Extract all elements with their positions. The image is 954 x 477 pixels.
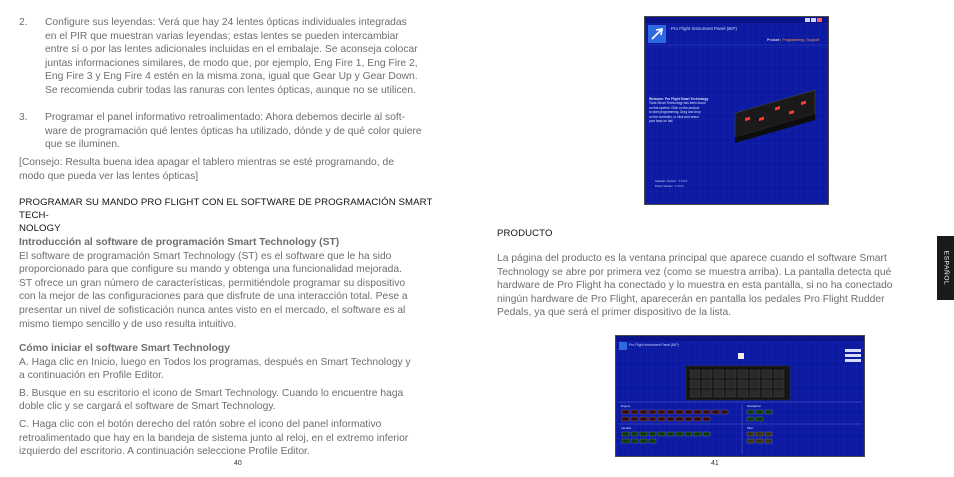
intro-section — [19, 236, 464, 331]
text-line: C. Haga clic con el botón derecho del ratón sobre el icono del panel informativo — [19, 418, 382, 430]
section-heading — [19, 196, 464, 235]
text-line: ware de programación qué lentes ópticas ha utilizado, dónde y de qué color quiere — [45, 125, 422, 137]
text-line: retroalimentado que hay en la bandeja de sistema junto al reloj, en el extremo inferior — [19, 432, 409, 444]
start-section — [19, 342, 464, 459]
tab-programming[interactable]: Programming — [782, 38, 804, 42]
text-line: izquierdo del escritorio. A continuación seleccione Profile Editor. — [19, 446, 310, 458]
tab-support[interactable]: Support — [806, 38, 820, 42]
text-line: [Consejo: Resulta buena idea apagar el tablero mientras se esté programando, de — [19, 157, 394, 168]
text-line: hardware de Pro Flight ha conectado y lo muestra en esta pantalla, si no ha conectado — [497, 280, 893, 292]
language-label: ESPAÑOL — [942, 250, 949, 286]
list-number: 2. — [19, 17, 28, 28]
text-line: Programar el panel informativo retroalimentado: Ahora debemos decirle al soft- — [45, 112, 405, 123]
text-line: modo que pueda ver las lentes ópticas] — [19, 170, 199, 182]
text-line: Se recomienda cubrir todas las ranuras con lentes ópticas, aunque no se utilicen. — [45, 84, 416, 96]
text-line: Eng Fire 3 y Eng Fire 4 estén en la misma zona, igual que Gear Up y Gear Down. — [45, 71, 418, 83]
text-line: Pedals, ya que será el primer dispositivo de la lista. — [497, 307, 732, 319]
driver-version: Driver Version : 7.0.0.0 — [655, 184, 684, 188]
page-number: 40 — [234, 460, 242, 467]
text-line: El software de programación Smart Technology (ST) es el software que le ha sido — [19, 250, 392, 262]
version-block — [655, 179, 687, 189]
text-line: Technology se abre por primera vez (como se muestra arriba). La pantalla detecta qué — [497, 266, 892, 278]
subheading: Introducción al software de programación Smart Technology (ST) — [19, 237, 340, 248]
text-line: La página del producto es la ventana principal que aparece cuando el software Smart — [497, 253, 887, 264]
welcome-title: Welcome: Pro Flight Smart Technology — [649, 97, 709, 101]
text-line: proporcionado para que configure su mando y obtenga una funcionalidad mejorada. — [19, 264, 402, 276]
page-number: 41 — [711, 460, 719, 467]
group-label-engine: Engine — [621, 404, 631, 408]
subheading: Cómo iniciar el software Smart Technology — [19, 343, 230, 354]
software-version: Software Version : 7.0.0.0 — [655, 179, 688, 183]
text-line: mismo tiempo sencillo y de uso resulta intuitivo. — [19, 318, 237, 330]
producto-paragraph — [497, 252, 937, 320]
heading-line: PROGRAMAR SU MANDO PRO FLIGHT CON EL SOFTWARE DE PROGRAMACIÓN SMART TECH- — [19, 197, 433, 221]
screenshot-graphics — [616, 336, 864, 456]
tip-paragraph — [19, 156, 459, 183]
product-page-screenshot — [644, 16, 829, 205]
welcome-line: to start programming. Drag and drop — [649, 110, 701, 115]
text-line: a continuación en Profile Editor. — [19, 370, 164, 382]
heading-line: NOLOGY — [19, 223, 61, 234]
text-line: entre sí o por las lentes adicionales incluidas en el embalaje. Se aconseja colocar — [45, 44, 418, 56]
text-line: Configure sus leyendas: Verá que hay 24 lentes ópticas individuales integradas — [45, 17, 407, 28]
welcome-line: Tools Smart Technology has been found — [649, 101, 706, 106]
programming-page-screenshot — [615, 335, 865, 457]
language-side-tab — [937, 236, 954, 300]
welcome-line: your keys on tab. — [649, 119, 674, 124]
group-label-misc: Misc — [747, 426, 754, 430]
text-line: A. Haga clic en Inicio, luego en Todos los programas, después en Smart Technology y — [19, 356, 411, 368]
text-line: presentar un nivel de sofisticación nunca antes visto en el mercado, el software es al — [19, 304, 406, 316]
window-title: Pro Flight Instrument Panel (BIP) — [671, 26, 738, 31]
screenshot-tabs: Product | Programming | Support — [767, 38, 820, 42]
text-line: con la mejor de las configuraciones para que disfrute de una interacción total. Pese a — [19, 291, 408, 303]
text-line: ningún hardware de Pro Flight, aparecerán en pantalla los pedales Pro Flight Rudder — [497, 293, 885, 305]
window-title: Pro Flight Instrument Panel (BIP) — [629, 343, 679, 347]
text-line: B. Busque en su escritorio el icono de Smart Technology. Cuando lo encuentre haga — [19, 387, 404, 399]
text-line: en el PIR que muestran varias leyendas; estas lentes se pueden intercambiar — [45, 30, 399, 42]
text-line: ST ofrece un gran número de características, permitiéndole programar su dispositivo — [19, 277, 406, 289]
welcome-line: on the controller, or click and select — [649, 114, 699, 119]
tab-product[interactable]: Product — [767, 38, 780, 42]
text-line: juntas informaciones similares, de modo que, por ejemplo, Eng Fire 1, Eng Fire 2, — [45, 57, 418, 69]
text-line: que se iluminen. — [45, 139, 120, 151]
group-label-navigation: Navigation — [747, 404, 762, 408]
list-number: 3. — [19, 112, 28, 123]
group-label-landed: Landed — [621, 426, 632, 430]
welcome-line: on this system. Click on the product — [649, 105, 700, 110]
welcome-block — [649, 97, 711, 123]
text-line: doble clic y se cargará el software de Smart Technology. — [19, 401, 276, 413]
section-heading-producto: PRODUCTO — [497, 228, 553, 239]
